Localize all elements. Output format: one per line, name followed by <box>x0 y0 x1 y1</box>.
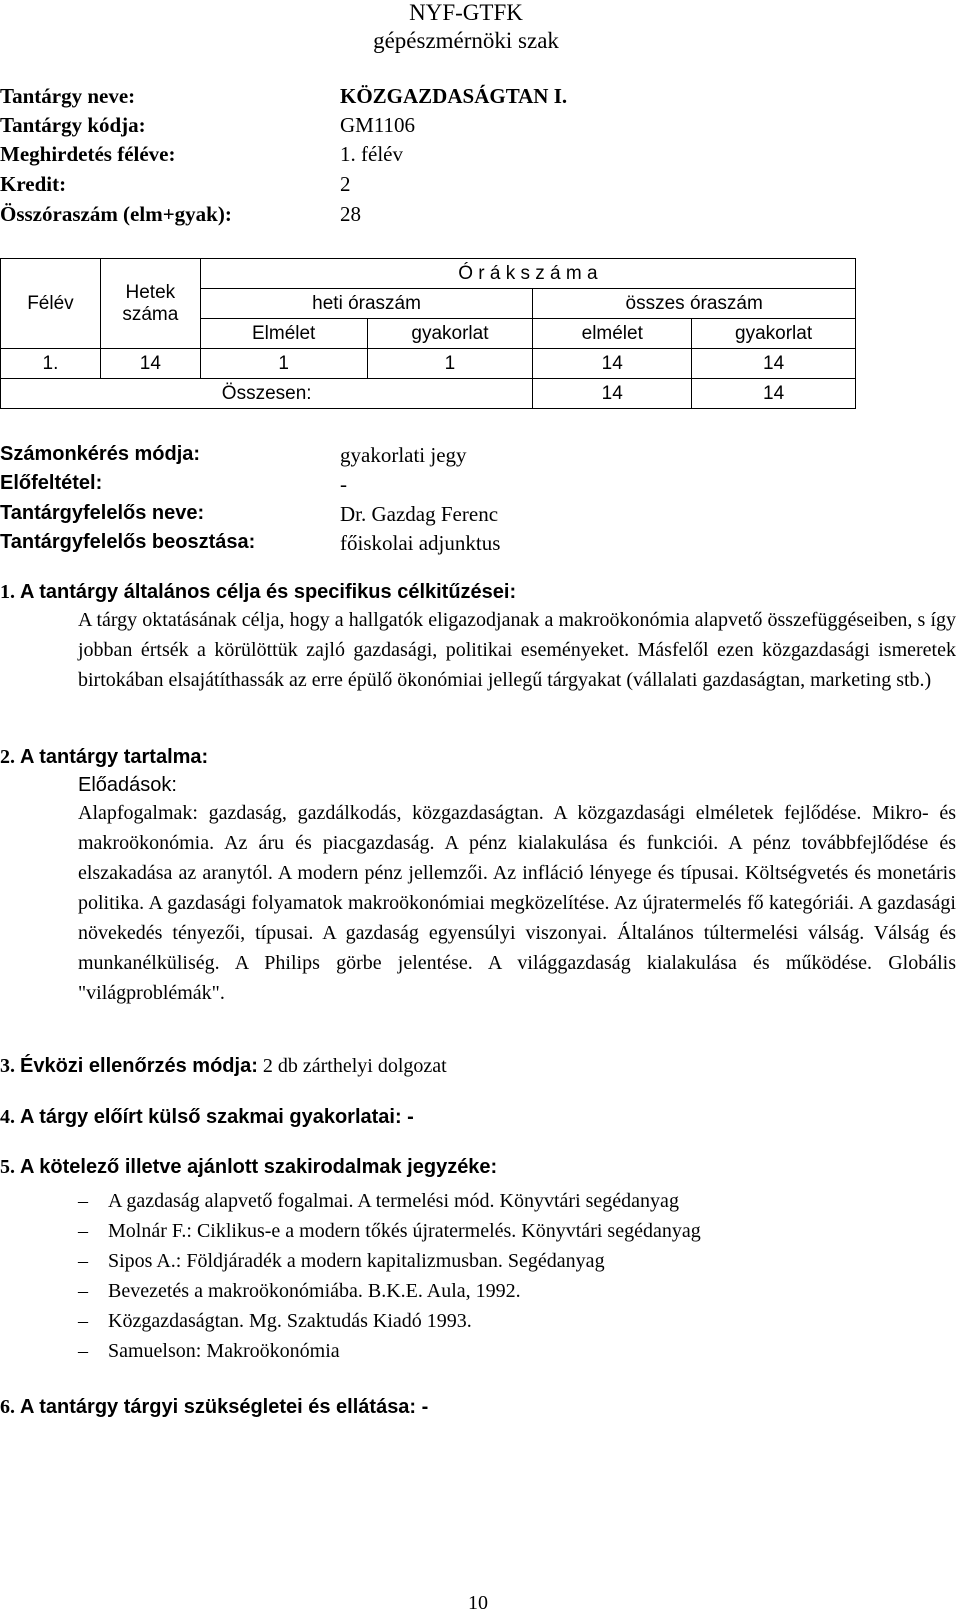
page-number: 10 <box>468 1592 488 1614</box>
cell-total-gyakorlat: 14 <box>692 379 856 409</box>
col-felev: Félév <box>1 259 101 349</box>
literature-item <box>78 1186 701 1216</box>
section-3-title: Évközi ellenőrzés módja: <box>20 1055 258 1077</box>
literature-item <box>78 1306 701 1336</box>
cell-gyakorlat-heti: 1 <box>367 349 533 379</box>
col-hetek: Hetek száma <box>100 259 200 349</box>
hours-header-row-1 <box>1 259 856 289</box>
section-6-title: A tantárgy tárgyi szükségletei és ellátása: - <box>20 1396 429 1418</box>
course-code-label: Tantárgy kódja: <box>0 113 146 137</box>
course-code-value: GM1106 <box>340 113 416 137</box>
dash-bullet-icon: – <box>78 1310 88 1332</box>
section-3-value: 2 db zárthelyi dolgozat <box>262 1055 447 1077</box>
cell-felev: 1. <box>1 349 101 379</box>
dash-bullet-icon: – <box>78 1190 88 1212</box>
course-name-value: KÖZGAZDASÁGTAN I. <box>340 84 568 108</box>
cell-gyakorlat-osszes: 14 <box>692 349 856 379</box>
cell-elmelet-osszes: 14 <box>533 349 692 379</box>
section-2-subtitle: Előadások: <box>78 774 177 796</box>
dash-bullet-icon: – <box>78 1340 88 1362</box>
col-elmelet-heti: Elmélet <box>200 319 367 349</box>
cell-total-label: Összesen: <box>1 379 533 409</box>
col-osszes: összes óraszám <box>533 289 856 319</box>
section-2-number: 2. <box>0 746 15 768</box>
literature-item-text: Bevezetés a makroökonómiába. B.K.E. Aula, 1992. <box>108 1280 521 1302</box>
cell-total-elmelet: 14 <box>533 379 692 409</box>
semester-value: 1. félév <box>340 142 403 166</box>
col-elmelet-osszes: elmélet <box>533 319 692 349</box>
course-name-label: Tantárgy neve: <box>0 84 136 108</box>
literature-item-text: Samuelson: Makroökonómia <box>108 1340 340 1362</box>
responsible-position-value: főiskolai adjunktus <box>340 531 501 555</box>
col-heti: heti óraszám <box>200 289 533 319</box>
credit-label: Kredit: <box>0 172 67 196</box>
literature-item <box>78 1246 701 1276</box>
section-3-heading <box>0 1055 447 1078</box>
credit-value: 2 <box>340 172 351 196</box>
assessment-value: gyakorlati jegy <box>340 443 467 467</box>
section-1-text: A tárgy oktatásának célja, hogy a hallgatók eligazodjanak a makroökonómia alapvető összefüggéseiben, s így jobban értsék a körülöttük zajló gazdasági, politikai eseményeket. Másfelől ezen közgazdasági ismeretek birtokában elsajátíthassák az erre épülő ökonómiai jellegű tárgyakat (vállalati gazdaságtan, marketing stb.) <box>78 609 956 691</box>
col-gyakorlat-osszes: gyakorlat <box>692 319 856 349</box>
literature-item <box>78 1336 701 1366</box>
total-hours-value: 28 <box>340 202 361 226</box>
program-header: gépészmérnöki szak <box>373 28 559 53</box>
literature-item <box>78 1276 701 1306</box>
col-orak-szama: Ó r á k s z á m a <box>200 259 855 289</box>
section-4-title: A tárgy előírt külső szakmai gyakorlatai: - <box>20 1106 414 1128</box>
section-5-heading <box>0 1156 497 1179</box>
section-4-number: 4. <box>0 1106 15 1128</box>
cell-elmelet-heti: 1 <box>200 349 367 379</box>
section-6-number: 6. <box>0 1396 15 1418</box>
dash-bullet-icon: – <box>78 1220 88 1242</box>
semester-label: Meghirdetés féléve: <box>0 142 176 166</box>
section-5-title: A kötelező illetve ajánlott szakirodalmak jegyzéke: <box>20 1156 498 1178</box>
section-1-title: A tantárgy általános célja és specifikus célkitűzései: <box>20 581 517 603</box>
literature-item-text: Közgazdaságtan. Mg. Szaktudás Kiadó 1993. <box>108 1310 472 1332</box>
section-2-heading <box>0 746 208 769</box>
literature-item-text: Sipos A.: Földjáradék a modern kapitalizmusban. Segédanyag <box>108 1250 605 1272</box>
prerequisite-label: Előfeltétel: <box>0 472 103 494</box>
responsible-position-label: Tantárgyfelelős beosztása: <box>0 531 256 553</box>
responsible-name-label: Tantárgyfelelős neve: <box>0 502 205 524</box>
dash-bullet-icon: – <box>78 1250 88 1272</box>
hours-total-row <box>1 379 856 409</box>
section-1-heading <box>0 581 516 604</box>
dash-bullet-icon: – <box>78 1280 88 1302</box>
hours-table <box>0 258 856 409</box>
section-1-number: 1. <box>0 581 15 603</box>
section-2-text: Alapfogalmak: gazdaság, gazdálkodás, közgazdaságtan. A közgazdasági elméletek fejlődése. Mikro- és makroökonómia. Az áru és piacgazdaság. A pénz kialakulása és funkciói. A pénz továbbfejlődése és elszakadása az aranytól. A modern pénz jellemzői. Az infláció lényege és típusai. Költségvetés és monetáris politika. A gazdasági folyamatok makroökonómiai megközelítése. Az újratermelés fő kategóriái. A gazdasági növekedés tényezői, típusai. A gazdaság egyensúlyi viszonyai. Általános túltermelési válság. Válság és munkanélküliség. A Philips görbe jelentése. A világgazdaság kialakulása és működése. Globális "világproblémák". <box>78 802 956 1004</box>
section-6-heading <box>0 1396 428 1419</box>
total-hours-label: Összóraszám (elm+gyak): <box>0 202 232 226</box>
col-gyakorlat-heti: gyakorlat <box>367 319 533 349</box>
literature-item-text: A gazdaság alapvető fogalmai. A termelési mód. Könyvtári segédanyag <box>108 1190 679 1212</box>
responsible-name-value: Dr. Gazdag Ferenc <box>340 502 499 526</box>
literature-list <box>78 1186 701 1366</box>
cell-hetek: 14 <box>100 349 200 379</box>
assessment-label: Számonkérés módja: <box>0 443 201 465</box>
literature-item <box>78 1216 701 1246</box>
section-3-number: 3. <box>0 1055 15 1077</box>
prerequisite-value: - <box>340 472 347 496</box>
section-2-title: A tantárgy tartalma: <box>20 746 209 768</box>
literature-item-text: Molnár F.: Ciklikus-e a modern tőkés újratermelés. Könyvtári segédanyag <box>108 1220 701 1242</box>
section-5-number: 5. <box>0 1156 15 1178</box>
section-4-heading <box>0 1106 414 1129</box>
institution-header: NYF-GTFK <box>409 0 523 25</box>
hours-data-row <box>1 349 856 379</box>
